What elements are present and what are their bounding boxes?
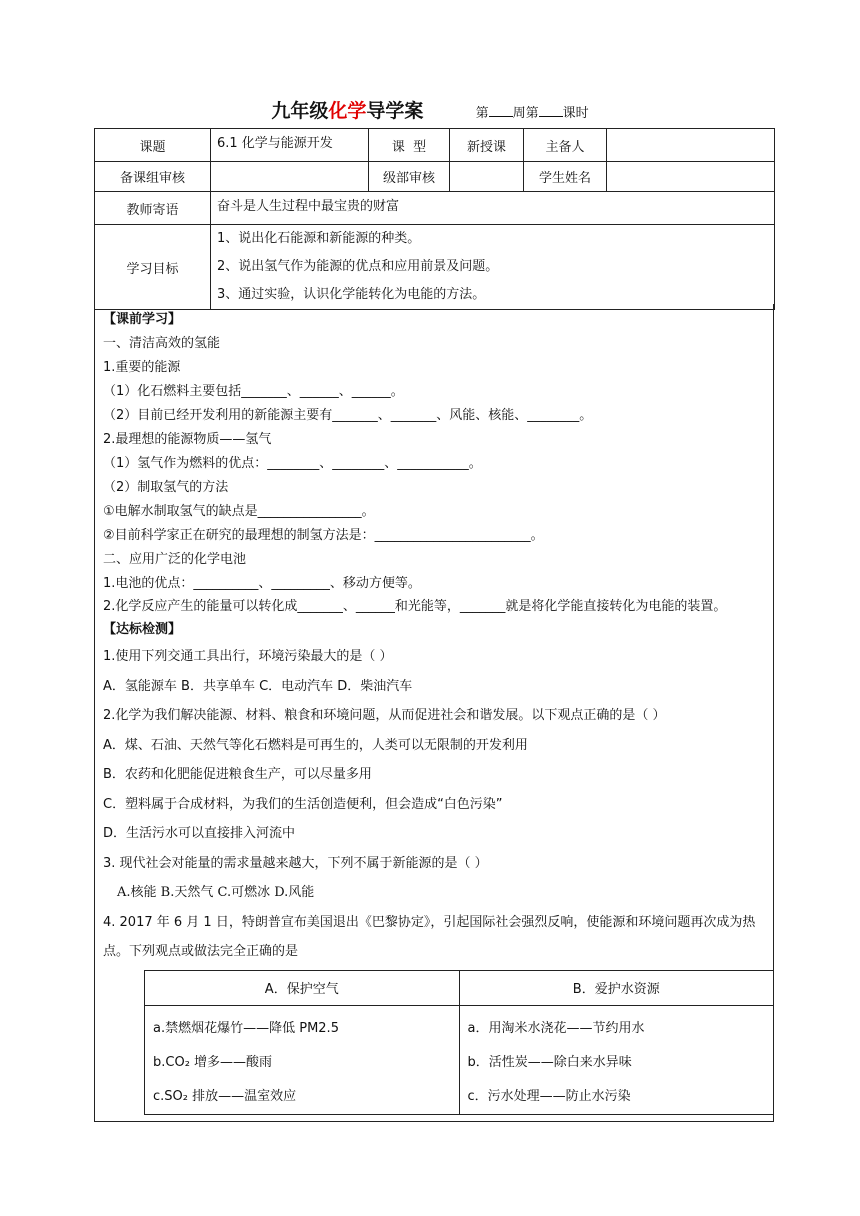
title-subject: 化学 [328, 100, 367, 122]
prestudy-line: （2）目前已经开发利用的新能源主要有_______、_______、风能、核能、________。 [103, 408, 593, 423]
question-2-option: C．塑料属于合成材料，为我们的生活创造便利，但会造成“白色污染” [103, 796, 503, 812]
content-area [94, 304, 774, 1122]
prestudy-line: ②目前科学家正在研究的最理想的制氢方法是：________________________。 [103, 528, 544, 543]
option-b-header: B．爱护水资源 [459, 970, 774, 1005]
goals-label: 学习目标 [95, 225, 211, 310]
group-review-label: 备课组审核 [95, 162, 211, 192]
goal-item: 2、说出氢气作为能源的优点和应用前景及问题。 [217, 259, 499, 274]
option-a-cell [145, 1005, 460, 1114]
week-lesson-line: 第 周第 课时 [475, 106, 589, 121]
prestudy-line: 一、清洁高效的氢能 [103, 336, 221, 351]
teacher-message-label: 教师寄语 [95, 192, 211, 225]
prestudy-line: （1）氢气作为燃料的优点：________、________、___________。 [103, 456, 482, 471]
prestudy-line: 1.重要的能源 [103, 360, 181, 375]
student-name-label: 学生姓名 [524, 162, 607, 192]
question-1-options: A．氢能源车 B．共享单车 C．电动汽车 D．柴油汽车 [103, 678, 413, 694]
type-value: 新授课 [450, 129, 524, 162]
title-suffix: 导学案 [366, 100, 424, 122]
prestudy-line: （1）化石燃料主要包括_______、______、______。 [103, 384, 404, 399]
goals-list [211, 225, 775, 310]
question-2-option: B．农药和化肥能促进粮食生产，可以尽量多用 [103, 767, 372, 782]
lesson-blank[interactable] [539, 104, 563, 117]
preparer-field[interactable] [607, 129, 775, 162]
question-3: 3. 现代社会对能量的需求量越来越大，下列不属于新能源的是（ ） [103, 855, 488, 871]
option-b-item: a．用淘米水浇花——节约用水 [467, 1020, 645, 1036]
week-blank[interactable] [489, 104, 513, 117]
question-2-option: D．生活污水可以直接排入河流中 [103, 826, 296, 841]
header-table [94, 128, 775, 310]
question-2: 2.化学为我们解决能源、材料、粮食和环境问题，从而促进社会和谐发展。以下观点正确的是（ ） [103, 708, 666, 723]
question-1: 1.使用下列交通工具出行，环境污染最大的是（ ） [103, 649, 393, 664]
test-heading: 【达标检测】 [103, 622, 182, 637]
preparer-label: 主备人 [524, 129, 607, 162]
prestudy-line: ①电解水制取氢气的缺点是________________。 [103, 504, 375, 519]
prestudy-line: 1.电池的优点：__________、_________、移动方便等。 [103, 576, 421, 591]
prestudy-heading: 【课前学习】 [103, 312, 182, 327]
group-review-field[interactable] [211, 162, 369, 192]
page-title [0, 96, 860, 123]
option-a-item: a.禁燃烟花爆竹——降低 PM2.5 [153, 1020, 339, 1036]
goal-item: 1、说出化石能源和新能源的种类。 [217, 231, 421, 246]
grade-review-label: 级部审核 [369, 162, 450, 192]
student-name-field[interactable] [607, 162, 775, 192]
question-4: 4. 2017 年 6 月 1 日，特朗普宣布美国退出《巴黎协定》，引起国际社会强烈反响，使能源和环境问题再次成为热点。下列观点或做法完全正确的是 [103, 914, 756, 959]
option-a-item: c.SO₂ 排放——温室效应 [153, 1088, 297, 1104]
option-b-item: b．活性炭——除白来水异味 [467, 1054, 632, 1070]
option-a-header: A．保护空气 [145, 970, 460, 1005]
goal-item: 3、通过实验，认识化学能转化为电能的方法。 [217, 287, 486, 302]
question-3-options: A.核能 B.天然气 C.可燃冰 D.风能 [117, 885, 315, 900]
option-a-item: b.CO₂ 增多——酸雨 [153, 1054, 273, 1070]
option-b-cell [459, 1005, 774, 1114]
topic-value: 6.1 化学与能源开发 [211, 129, 369, 162]
grade-review-field[interactable] [450, 162, 524, 192]
prestudy-line: 二、应用广泛的化学电池 [103, 552, 247, 567]
prestudy-line: 2.最理想的能源物质——氢气 [103, 432, 272, 447]
type-label: 课 型 [369, 129, 450, 162]
prestudy-line: （2）制取氢气的方法 [103, 480, 229, 495]
question-4-table [144, 970, 774, 1115]
question-2-option: A．煤、石油、天然气等化石燃料是可再生的，人类可以无限制的开发利用 [103, 737, 528, 753]
prestudy-line: 2.化学反应产生的能量可以转化成_______、______和光能等，_______就是将化学能直接转化为电能的装置。 [103, 599, 727, 614]
option-b-item: c．污水处理——防止水污染 [467, 1088, 631, 1104]
title-grade: 九年级 [271, 100, 329, 122]
teacher-message: 奋斗是人生过程中最宝贵的财富 [211, 192, 775, 225]
topic-label: 课题 [95, 129, 211, 162]
